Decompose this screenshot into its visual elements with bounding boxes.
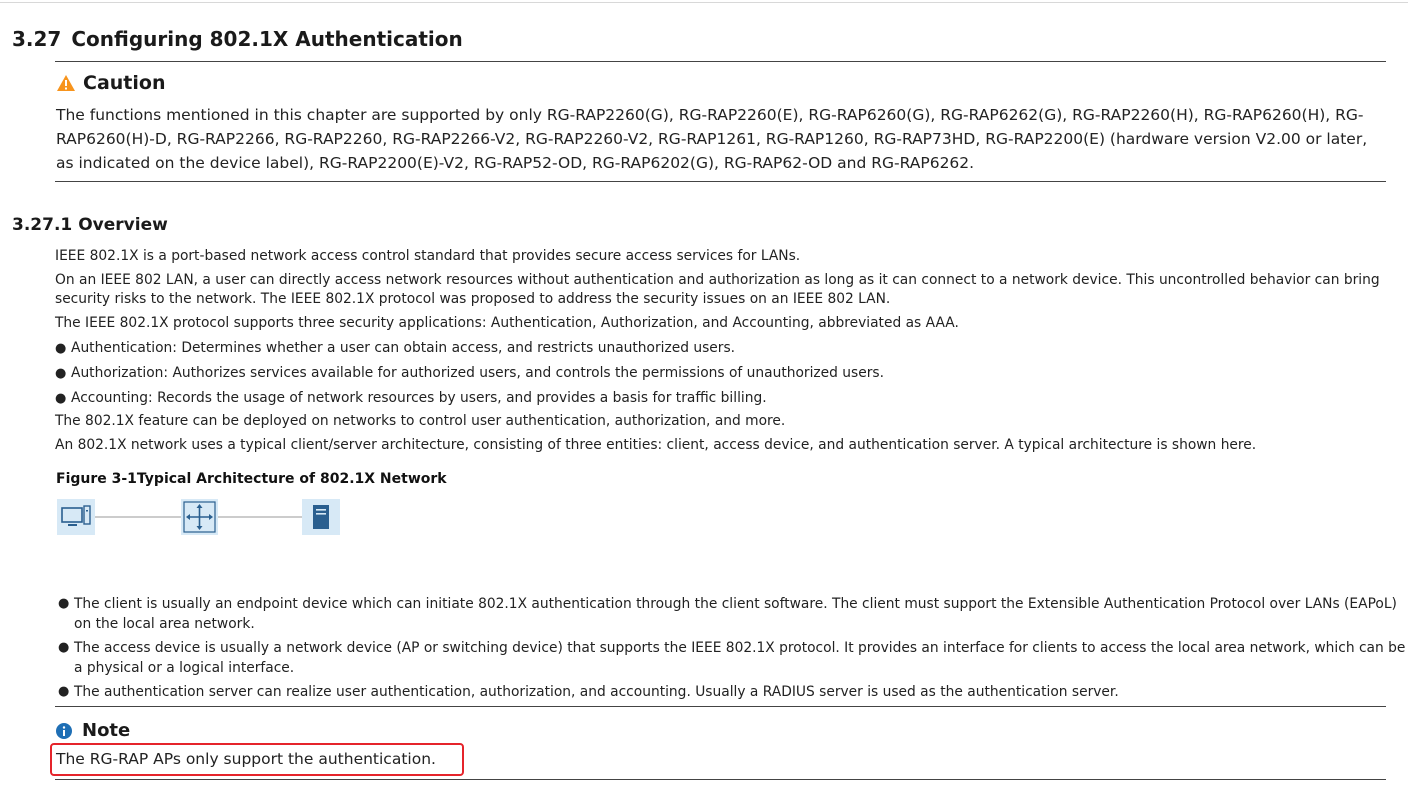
- bullet-text: The access device is usually a network device (AP or switching device) that supports the IEEE 802.1X protocol. It provides an interface for clients to access the local area network, which can be a physical or a logical interface.: [74, 640, 1406, 676]
- bullet-text: Authentication: Determines whether a user can obtain access, and restricts unauthorized users.: [71, 340, 736, 356]
- bullet-dot: ●: [55, 341, 67, 356]
- bullet-dot: ●: [55, 366, 67, 381]
- note-heading: [56, 720, 130, 741]
- overview-paragraph-3: The IEEE 802.1X protocol supports three security applications: Authentication, Authorization, and Accounting, abbreviated as AAA.: [55, 315, 959, 331]
- bullet-text: Authorization: Authorizes services available for authorized users, and controls the permissions of unauthorized users.: [71, 365, 884, 381]
- section-heading: [12, 27, 463, 51]
- architecture-diagram: [55, 497, 345, 539]
- bullet-dot: ●: [58, 640, 70, 655]
- note-label: Note: [82, 720, 131, 741]
- aaa-bullet-accounting: [55, 389, 1388, 408]
- caution-text: The functions mentioned in this chapter are supported by only RG-RAP2260(G), RG-RAP2260(E), RG-RAP6260(G), RG-RAP6262(G), RG-RAP2260(H), RG-RAP6260(H), RG-RAP6260(H)-D, RG-RAP2266, RG-RAP2260, RG-RAP2266-V2, RG-RAP2260-V2, RG-RAP1261, RG-RAP1260, RG-RAP73HD, RG-RAP2200(E) (hardware version V2.00 or later, as indicated on the device label), RG-RAP2200(E)-V2, RG-RAP52-OD, RG-RAP6202(G), RG-RAP62-OD and RG-RAP6262.: [56, 106, 1368, 172]
- overview-paragraph-5: An 802.1X network uses a typical client/server architecture, consisting of three entities: client, access device, and authentication server. A typical architecture is shown here.: [55, 437, 1257, 453]
- bullet-dot: ●: [58, 596, 70, 611]
- subsection-number: 3.27.1: [12, 215, 73, 235]
- client-computer-icon: [57, 499, 95, 535]
- top-divider: [0, 2, 1408, 3]
- note-text: The RG-RAP APs only support the authentication.: [56, 750, 436, 768]
- bullet-dot: ●: [55, 391, 67, 406]
- bullet-dot: ●: [58, 684, 70, 699]
- caution-label: Caution: [83, 72, 166, 94]
- bullet-text: The client is usually an endpoint device which can initiate 802.1X authentication through the client software. The client must support the Extensible Authentication Protocol over LANs (EAPoL) on the local area network.: [74, 596, 1397, 632]
- caution-heading: [56, 72, 165, 94]
- aaa-bullet-authentication: [55, 339, 1388, 358]
- subsection-heading: [12, 215, 168, 235]
- aaa-bullet-authorization: [55, 364, 1388, 383]
- bullet-text: Accounting: Records the usage of network resources by users, and provides a basis for traffic billing.: [71, 390, 767, 406]
- bullet-text: The authentication server can realize user authentication, authorization, and accounting. Usually a RADIUS server is used as the authentication server.: [74, 684, 1119, 700]
- caution-divider: [55, 181, 1386, 182]
- note-bottom-divider: [55, 779, 1386, 780]
- overview-paragraph-4: The 802.1X feature can be deployed on networks to control user authentication, authorization, and more.: [55, 413, 786, 429]
- section-number: 3.27: [12, 27, 62, 51]
- access-device-switch-icon: [181, 499, 218, 535]
- section-title: Configuring 802.1X Authentication: [71, 27, 463, 51]
- overview-paragraph-1: IEEE 802.1X is a port-based network access control standard that provides secure access services for LANs.: [55, 248, 801, 264]
- entity-client: [58, 594, 1406, 634]
- note-top-divider: [55, 706, 1386, 707]
- section-divider: [55, 61, 1386, 62]
- entity-authentication-server: [58, 682, 1406, 702]
- warning-triangle-icon: [56, 74, 76, 92]
- figure-caption: Figure 3-1Typical Architecture of 802.1X Network: [56, 471, 447, 487]
- entity-access-device: [58, 638, 1406, 678]
- authentication-server-icon: [302, 499, 340, 535]
- overview-paragraph-2: On an IEEE 802 LAN, a user can directly access network resources without authentication and authorization as long as it can connect to a network device. This uncontrolled behavior can bring security risks to the network. The IEEE 802.1X protocol was proposed to address the security issues on an IEEE 802 LAN.: [55, 272, 1380, 307]
- subsection-title: Overview: [78, 215, 168, 235]
- info-icon: [56, 723, 72, 739]
